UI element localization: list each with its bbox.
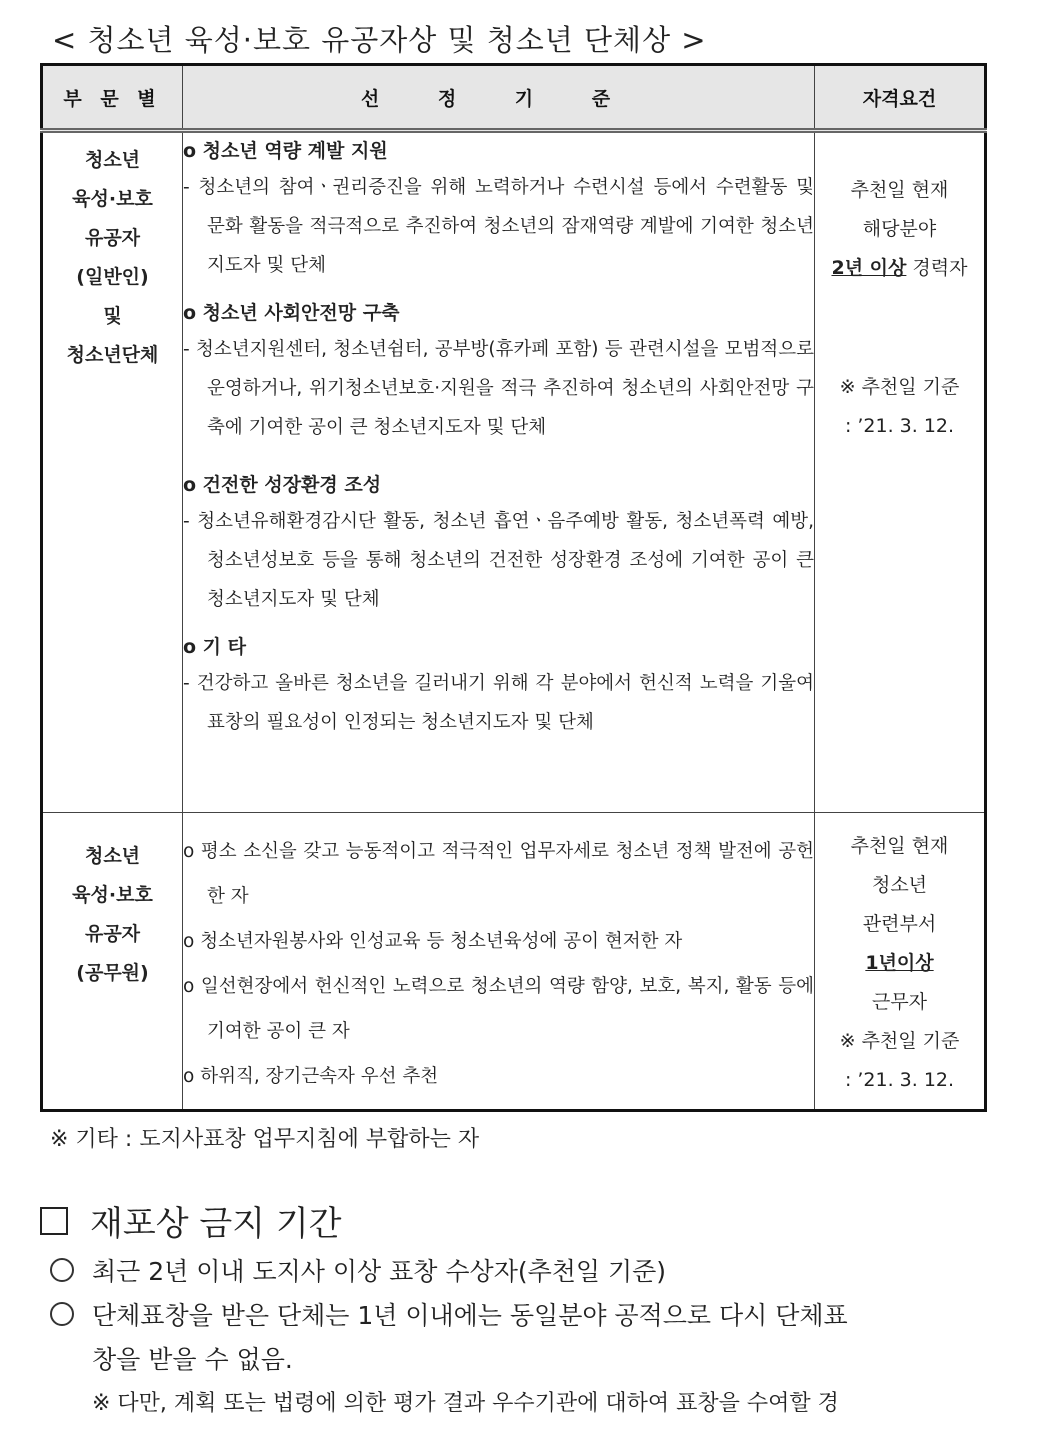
checkbox-square-icon [40,1207,68,1235]
criteria-table [40,63,987,1112]
page-title: < 청소년 육성·보호 유공자상 및 청소년 단체상 > [52,23,707,57]
bullet-continuation: 창을 받을 수 없음. [92,1345,293,1374]
bullet-item: 단체표창을 받은 단체는 1년 이내에는 동일분야 공적으로 다시 단체표 [50,1294,848,1338]
row2-criteria [183,813,815,1111]
header-requirements: 자격요건 [815,65,986,131]
section-desc: - 건강하고 올바른 청소년을 길러내기 위해 각 분야에서 헌신적 노력을 기울여 표창의 필요성이 인정되는 청소년지도자 및 단체 [183,673,814,733]
row1-criteria [183,131,815,813]
row1-requirements: 추천일 현재 해당분야 2년 이상 경력자 ※ 추천일 기준 : ’21. 3. 12. [815,131,986,813]
table-header-row [42,65,986,131]
section-heading: o 청소년 사회안전망 구축 [183,302,400,324]
section-heading: o 기 타 [183,636,246,658]
sub-note: ※ 다만, 계획 또는 법령에 의한 평가 결과 우수기관에 대하여 표창을 수여할 경 [92,1391,839,1416]
list-item: o 일선현장에서 헌신적인 노력으로 청소년의 역량 함양, 보호, 복지, 활동 등에 기여한 공이 큰 자 [183,976,814,1042]
footnote: ※ 기타 : 도지사표창 업무지침에 부합하는 자 [50,1127,480,1152]
section-desc: - 청소년의 참여ㆍ권리증진을 위해 노력하거나 수련시설 등에서 수련활동 및 문화 활동을 적극적으로 추진하여 청소년의 잠재역량 계발에 기여한 청소년 지도자 및 단체 [183,177,814,276]
list-item: o 평소 소신을 갖고 능동적이고 적극적인 업무자세로 청소년 정책 발전에 공헌한 자 [183,841,814,907]
section-desc: - 청소년지원센터, 청소년쉼터, 공부방(휴카페 포함) 등 관련시설을 모범적으로 운영하거나, 위기청소년보호·지원을 적극 추진하여 청소년의 사회안전망 구축에 기여한 공이 큰 청소년지도자 및 단체 [183,339,814,438]
circle-bullet-icon [50,1302,74,1326]
section-heading: o 청소년 역량 계발 지원 [183,140,388,162]
header-criteria: 선 정 기 준 [183,65,815,131]
underlined-term: 1년이상 [865,952,934,974]
row1-category: 청소년 육성·보호 유공자 (일반인) 및 청소년단체 [42,131,183,813]
table-row [42,131,986,813]
row2-category: 청소년 육성·보호 유공자 (공무원) [42,813,183,1111]
section-desc: - 청소년유해환경감시단 활동, 청소년 흡연ㆍ음주예방 활동, 청소년폭력 예방, 청소년성보호 등을 통해 청소년의 건전한 성장환경 조성에 기여한 공이 큰 청소년지도자 및 단체 [183,511,814,610]
header-category: 부 문 별 [42,65,183,131]
circle-bullet-icon [50,1258,74,1282]
list-item: o 청소년자원봉사와 인성교육 등 청소년육성에 공이 현저한 자 [183,931,683,952]
table-row [42,813,986,1111]
underlined-term: 2년 이상 [831,257,907,279]
list-item: o 하위직, 장기근속자 우선 추천 [183,1066,439,1087]
section-heading: o 건전한 성장환경 조성 [183,474,382,496]
section-title: 재포상 금지 기간 [40,1196,342,1245]
row2-requirements: 추천일 현재 청소년 관련부서 1년이상 근무자 ※ 추천일 기준 : ’21. 3. 12. [815,813,986,1111]
bullet-item: 최근 2년 이내 도지사 이상 표창 수상자(추천일 기준) [50,1250,666,1294]
